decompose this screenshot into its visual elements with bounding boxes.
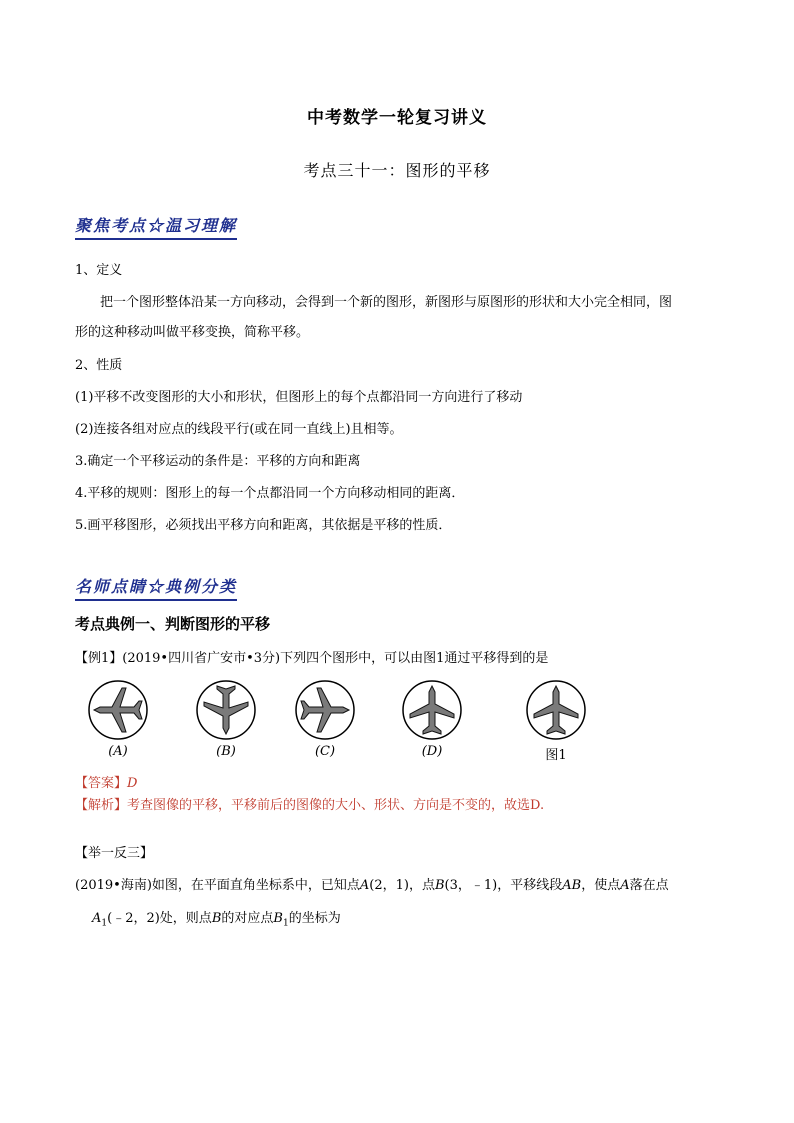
practice-question-line-1 (75, 877, 669, 895)
figure-option-d (400, 678, 464, 759)
answer-line (75, 775, 137, 793)
practice-question-line-2 (92, 910, 341, 933)
figure-option-c (293, 678, 357, 759)
point-b: B (434, 878, 445, 893)
section-heading-review: 聚焦考点☆温习理解 (75, 213, 237, 240)
airplane-left-icon (86, 678, 150, 742)
answer-label: 【答案】 (75, 776, 128, 791)
definition-text-line-2: 形的这种移动叫做平移变换，简称平移。 (75, 325, 310, 340)
property-item-2: (2)连接各组对应点的线段平行(或在同一直线上)且相等。 (75, 422, 403, 437)
practice-text: 的坐标为 (288, 911, 341, 926)
definition-heading: 1、定义 (75, 263, 123, 278)
page-subtitle: 考点三十一：图形的平移 (303, 161, 491, 180)
example1-question: 【例1】(2019•四川省广安市•3分)下列四个图形中，可以由图1通过平移得到的是 (75, 651, 549, 666)
section-heading-examples: 名师点睛☆典例分类 (75, 574, 237, 601)
practice-text: (2019•海南)如图，在平面直角坐标系中，已知点 (75, 878, 360, 893)
figure-label-a: (A) (108, 744, 128, 759)
property-heading: 2、性质 (75, 358, 123, 373)
airplane-right-icon (293, 678, 357, 742)
answer-value: D (127, 776, 138, 791)
property-item-3: 3.确定一个平移运动的条件是：平移的方向和距离 (75, 454, 361, 469)
airplane-up-icon (400, 678, 464, 742)
practice-text: (3，﹣1)，平移线段 (444, 878, 563, 893)
figure-label-b: (B) (216, 744, 236, 759)
practice-text: ，使点 (581, 878, 621, 893)
figure-row (0, 678, 794, 768)
practice-text: (﹣2，2)处，则点 (107, 911, 212, 926)
subscript: 1 (101, 918, 108, 929)
analysis-line (75, 797, 544, 815)
property-item-5: 5.画平移图形，必须找出平移方向和距离，其依据是平移的性质． (75, 518, 452, 533)
practice-text: 落在点 (629, 878, 669, 893)
point-a: A (359, 878, 370, 893)
definition-text-line-1: 把一个图形整体沿某一方向移动，会得到一个新的图形，新图形与原图形的形状和大小完全相同，图 (100, 295, 673, 310)
property-item-1: (1)平移不改变图形的大小和形状，但图形上的每个点都沿同一方向进行了移动 (75, 390, 523, 405)
analysis-label: 【解析】 (75, 798, 128, 813)
figure-option-a (86, 678, 150, 759)
airplane-up-icon (524, 678, 588, 742)
figure-label-d: (D) (421, 744, 443, 759)
point-a: A (620, 878, 630, 893)
practice-heading: 【举一反三】 (75, 846, 154, 861)
page-title: 中考数学一轮复习讲义 (307, 108, 487, 128)
property-item-4: 4.平移的规则：图形上的每一个点都沿同一个方向移动相同的距离． (75, 486, 465, 501)
point-b1: B (273, 911, 283, 926)
point-a1: A (92, 911, 102, 926)
airplane-down-icon (194, 678, 258, 742)
practice-text: 的对应点 (221, 911, 274, 926)
figure-option-b (194, 678, 258, 759)
subscript: 1 (282, 918, 289, 929)
segment-ab: AB (562, 878, 582, 893)
figure-reference (524, 678, 588, 763)
example-heading: 考点典例一、判断图形的平移 (75, 615, 271, 633)
practice-text: (2，1)，点 (369, 878, 435, 893)
figure-label-reference: 图1 (545, 748, 567, 763)
point-b: B (211, 911, 222, 926)
analysis-text: 考查图像的平移，平移前后的图像的大小、形状、方向是不变的，故选D. (127, 798, 545, 813)
figure-label-c: (C) (314, 744, 336, 759)
